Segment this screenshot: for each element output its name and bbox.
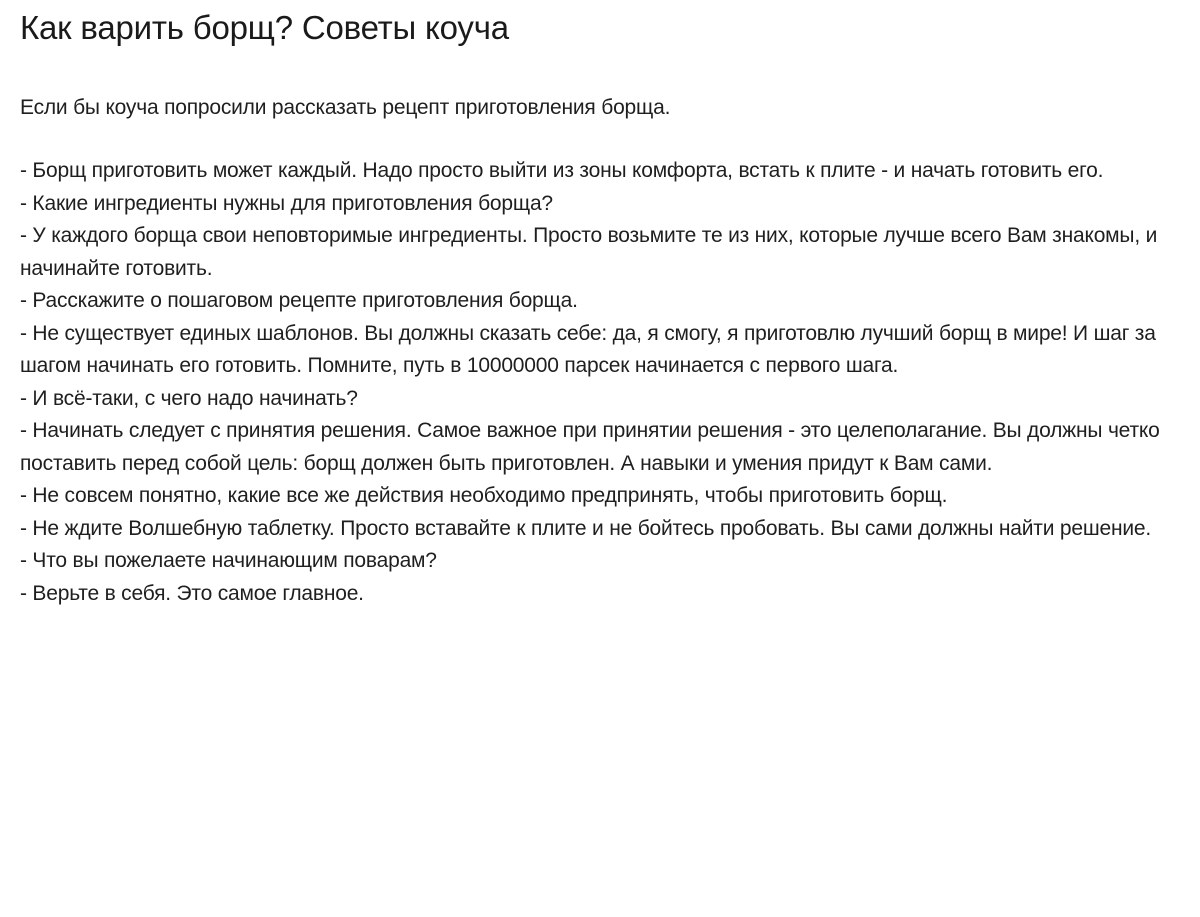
dialogue-line: - Что вы пожелаете начинающим поварам? [20,549,437,572]
dialogue-line: - Какие ингредиенты нужны для приготовления борща? [20,191,553,215]
dialogue-line: - Расскажите о пошаговом рецепте приготовления борща. [20,289,578,312]
dialogue-line: - Борщ приготовить может каждый. Надо просто выйти из зоны комфорта, встать к плите - и начать готовить его. [20,159,1104,182]
dialogue-line: - И всё-таки, с чего надо начинать? [20,386,358,410]
dialogue-line: - Начинать следует с принятия решения. Самое важное при принятии решения - это целеполагание. Вы должны четко поставить перед собой цель: борщ должен быть приготовлен. А навыки и умения придут к Вам сами. [20,419,1160,475]
article-intro: Если бы коуча попросили рассказать рецепт приготовления борща. [20,96,671,119]
article-title: Как варить борщ? Советы коуча [20,9,509,46]
dialogue-line: - Не совсем понятно, какие все же действия необходимо предпринять, чтобы приготовить борщ. [20,484,948,507]
dialogue-line: - Верьте в себя. Это самое главное. [20,581,364,605]
dialogue-line: - Не существует единых шаблонов. Вы должны сказать себе: да, я смогу, я приготовлю лучший борщ в мире! И шаг за шагом начинать его готовить. Помните, путь в 10000000 парсек начинается с первого шага. [20,321,1156,377]
dialogue-line: - У каждого борща свои неповторимые ингредиенты. Просто возьмите те из них, которые лучше всего Вам знакомы, и начинайте готовить. [20,224,1158,280]
article [20,0,1190,610]
dialogue-list [20,155,1190,610]
dialogue-line: - Не ждите Волшебную таблетку. Просто вставайте к плите и не бойтесь пробовать. Вы сами должны найти решение. [20,516,1152,540]
